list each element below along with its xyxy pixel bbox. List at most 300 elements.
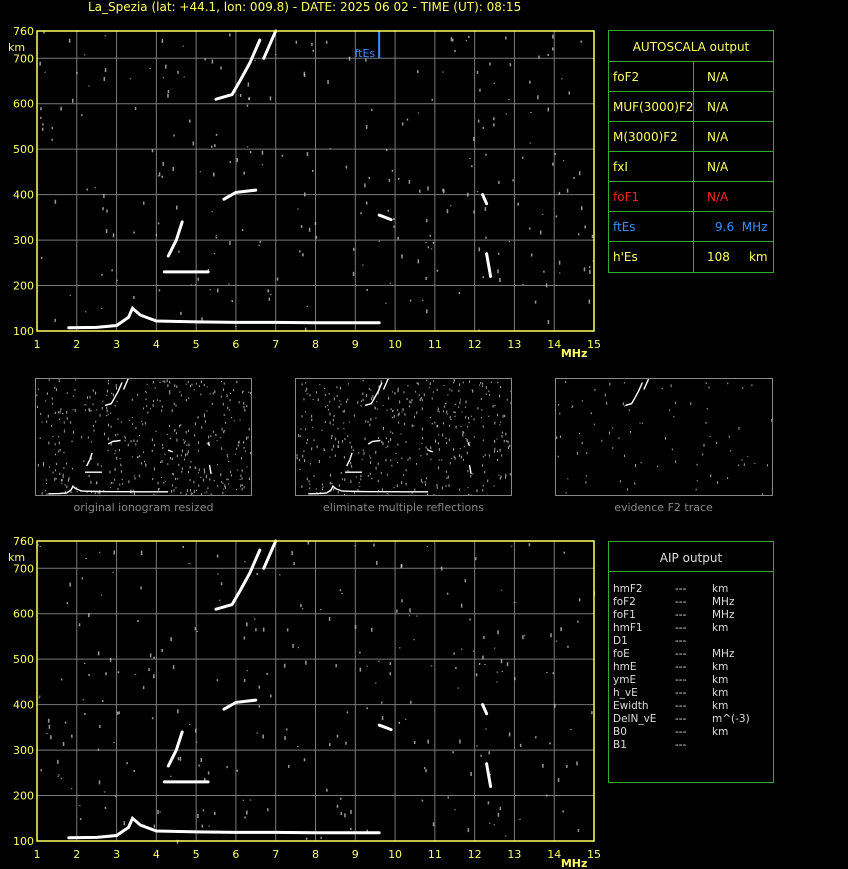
row-divider [693, 62, 694, 92]
thumb-speckle [397, 444, 398, 446]
aip-row [613, 661, 773, 674]
thumb-speckle [224, 382, 225, 384]
thumb-speckle [347, 470, 348, 471]
thumb-speckle [186, 431, 187, 434]
thumb-speckle [481, 417, 482, 418]
autoscala-param-name: h'Es [613, 250, 638, 264]
thumb-speckle [115, 434, 116, 436]
thumb-speckle [398, 414, 399, 417]
thumb-speckle [224, 414, 225, 416]
thumb-speckle [45, 400, 46, 401]
thumb-speckle [198, 441, 199, 444]
thumb-speckle [139, 476, 140, 477]
thumb-speckle [742, 459, 743, 460]
thumb-speckle [443, 422, 444, 424]
thumb-speckle [176, 439, 177, 442]
thumb-speckle [300, 435, 301, 437]
thumb-speckle [507, 399, 508, 401]
thumb-speckle [170, 457, 171, 459]
thumb-speckle [161, 477, 162, 478]
thumb-speckle [346, 401, 347, 403]
thumb-speckle [394, 415, 395, 418]
thumb-speckle [482, 464, 483, 466]
thumb-speckle [461, 426, 462, 427]
thumb-speckle [122, 483, 123, 485]
aip-param-name: ymE [613, 674, 637, 686]
thumb-speckle [115, 450, 116, 451]
thumb-speckle [727, 477, 728, 479]
thumb-speckle [213, 431, 214, 433]
thumb-speckle [392, 417, 393, 419]
thumb-speckle [93, 403, 94, 405]
page-title: La_Spezia (lat: +44.1, lon: 009.8) - DATE: 2025 06 02 - TIME (UT): 08:15 [88, 0, 522, 14]
thumb-speckle [446, 471, 447, 473]
thumb-speckle [368, 475, 369, 477]
thumb-speckle [465, 438, 466, 439]
thumb-speckle [360, 478, 361, 480]
thumb-speckle [506, 440, 507, 442]
thumb-speckle [172, 458, 173, 460]
y-tick-label: 400 [13, 698, 34, 712]
thumb-speckle [449, 439, 450, 441]
thumb-speckle [175, 478, 176, 480]
thumb-speckle [67, 392, 68, 394]
thumb-speckle [207, 487, 208, 489]
thumb-speckle [481, 398, 482, 400]
thumb-speckle [240, 479, 241, 480]
thumb-speckle [508, 441, 509, 443]
thumb-trace [468, 442, 470, 446]
thumb-speckle [120, 458, 121, 459]
thumb-speckle [65, 484, 66, 485]
thumb-speckle [48, 442, 49, 445]
thumb-speckle [465, 416, 466, 419]
thumb-speckle [208, 436, 209, 439]
thumb-speckle [464, 446, 465, 447]
thumb-speckle [344, 438, 345, 440]
thumb-speckle [125, 440, 126, 441]
thumb-speckle [375, 417, 376, 418]
thumb-speckle [152, 450, 153, 452]
aip-param-value: --- [675, 622, 687, 634]
thumb-speckle [556, 436, 557, 439]
thumb-speckle [730, 450, 731, 451]
thumb-speckle [62, 479, 63, 481]
x-tick-label: 15 [587, 338, 601, 351]
thumb-speckle [56, 388, 57, 391]
thumb-speckle [453, 411, 454, 413]
thumb-speckle [152, 438, 153, 441]
thumb-speckle [404, 423, 405, 426]
thumb-speckle [767, 464, 768, 466]
thumb-speckle [317, 446, 318, 449]
thumb-speckle [454, 379, 455, 381]
thumb-speckle [96, 409, 97, 410]
thumb-speckle [586, 475, 587, 476]
thumb-speckle [196, 383, 197, 384]
thumb-speckle [497, 414, 498, 416]
aip-row [613, 713, 773, 726]
thumb-speckle [182, 449, 183, 452]
thumb-speckle [343, 428, 344, 429]
thumb-speckle [505, 433, 506, 436]
thumb-speckle [238, 442, 239, 444]
thumb-speckle [125, 437, 126, 439]
row-divider [693, 92, 694, 122]
aip-param-unit: MHz [712, 596, 735, 608]
thumb-speckle [491, 382, 492, 383]
thumb-speckle [115, 468, 116, 471]
thumb-speckle [338, 428, 339, 430]
thumb-speckle [339, 484, 340, 487]
thumb-speckle [501, 454, 502, 456]
thumb-speckle [414, 489, 415, 491]
thumb-speckle [314, 475, 315, 477]
thumb-speckle [609, 383, 610, 386]
thumb-speckle [771, 419, 772, 422]
thumb-speckle [436, 484, 437, 486]
thumb-speckle [387, 445, 388, 447]
aip-row [613, 635, 773, 648]
thumb-speckle [171, 490, 172, 493]
thumb-speckle [397, 484, 398, 487]
echo-trace [69, 308, 379, 328]
thumb-speckle [114, 453, 115, 454]
thumb-speckle [169, 425, 170, 427]
echo-trace [216, 550, 260, 609]
x-tick-label: 2 [73, 338, 81, 351]
thumb-speckle [436, 425, 437, 427]
thumb-speckle [240, 420, 241, 421]
thumb-speckle [165, 481, 166, 482]
thumb-speckle [509, 445, 510, 448]
thumb-speckle [214, 390, 215, 393]
thumb-speckle [63, 475, 64, 478]
thumb-speckle [139, 435, 140, 436]
x-tick-label: 7 [272, 848, 280, 861]
thumb-speckle [486, 386, 487, 389]
thumb-speckle [243, 402, 244, 405]
thumb-speckle [340, 387, 341, 389]
thumb-speckle [102, 407, 103, 410]
thumb-speckle [429, 387, 430, 388]
thumb-speckle [383, 427, 384, 430]
thumb-speckle [445, 485, 446, 487]
thumb-speckle [582, 400, 583, 401]
thumb-speckle [331, 448, 332, 450]
thumb-speckle [437, 389, 438, 391]
thumb-speckle [386, 437, 387, 439]
thumb-speckle [223, 483, 224, 484]
thumb-speckle [324, 388, 325, 389]
thumb-speckle [328, 409, 329, 411]
x-tick-label: 3 [113, 848, 121, 861]
thumb-speckle [246, 466, 247, 467]
thumb-speckle [605, 394, 606, 397]
thumb-speckle [190, 461, 191, 463]
thumb-speckle [38, 464, 39, 467]
thumb-speckle [455, 404, 456, 405]
thumb-speckle [334, 415, 335, 417]
thumb-speckle [334, 397, 335, 400]
thumb-speckle [311, 415, 312, 418]
thumb-speckle [187, 453, 188, 456]
thumb-speckle [55, 412, 56, 414]
thumb-speckle [220, 473, 221, 476]
thumb-speckle [401, 457, 402, 459]
thumb-speckle [106, 395, 107, 396]
autoscala-panel [608, 30, 774, 273]
thumb-speckle [347, 399, 348, 401]
thumb-speckle [426, 380, 427, 381]
thumb-speckle [230, 471, 231, 473]
thumb-speckle [73, 431, 74, 434]
thumb-speckle [309, 480, 310, 482]
aip-param-unit: km [712, 583, 729, 595]
thumb-speckle [438, 408, 439, 410]
thumb-speckle [90, 396, 91, 398]
thumb-speckle [710, 474, 711, 477]
thumb-speckle [479, 384, 480, 385]
thumb-speckle [63, 452, 64, 453]
thumb-speckle [311, 447, 312, 450]
thumb-speckle [466, 400, 467, 403]
thumb-speckle [191, 384, 192, 386]
echo-trace [216, 40, 260, 99]
thumb-speckle [182, 467, 183, 469]
thumb-speckle [443, 410, 444, 412]
thumb-speckle [360, 475, 361, 477]
aip-param-unit: km [712, 687, 729, 699]
thumb-speckle [59, 442, 60, 445]
thumb-speckle [319, 384, 320, 385]
x-tick-label: 8 [312, 338, 319, 351]
thumb-speckle [412, 424, 413, 427]
autoscala-param-name: ftEs [613, 220, 636, 234]
thumb-speckle [455, 412, 456, 414]
thumb-speckle [370, 461, 371, 464]
thumb-speckle [215, 434, 216, 436]
thumb-speckle [558, 456, 559, 458]
thumb-speckle [468, 494, 469, 495]
thumb-speckle [186, 444, 187, 445]
thumb-speckle [228, 461, 229, 462]
thumb-speckle [322, 488, 323, 490]
thumb-speckle [212, 403, 213, 405]
thumb-speckle [94, 430, 95, 432]
thumb-speckle [347, 435, 348, 437]
thumb-speckle [497, 382, 498, 383]
echo-trace [168, 732, 182, 766]
thumb-speckle [672, 449, 673, 451]
thumb-speckle [449, 389, 450, 391]
thumb-speckle [223, 489, 224, 490]
thumb-speckle [488, 416, 489, 417]
thumb-speckle [225, 422, 226, 424]
thumb-speckle [71, 491, 72, 493]
thumb-speckle [366, 394, 367, 397]
thumb-speckle [300, 428, 301, 430]
thumb-speckle [116, 457, 117, 460]
thumb-speckle [383, 442, 384, 445]
thumb-speckle [158, 488, 159, 491]
thumb-trace [644, 379, 649, 390]
thumb-speckle [310, 394, 311, 396]
thumb-speckle [378, 480, 379, 482]
thumb-speckle [383, 405, 384, 406]
thumb-speckle [58, 436, 59, 438]
thumb-speckle [95, 421, 96, 423]
thumb-speckle [336, 386, 337, 388]
thumb-speckle [194, 490, 195, 493]
thumb-speckle [624, 382, 625, 383]
x-tick-label: 6 [232, 848, 240, 861]
thumb-speckle [488, 391, 489, 393]
thumb-speckle [459, 401, 460, 404]
thumb-speckle [227, 394, 228, 397]
thumb-speckle [109, 471, 110, 474]
thumb-speckle [375, 451, 376, 454]
echo-trace [483, 195, 487, 204]
thumb-speckle [120, 464, 121, 467]
thumb-speckle [173, 489, 174, 491]
thumb-speckle [463, 432, 464, 434]
thumb-speckle [167, 434, 168, 435]
thumb-speckle [230, 399, 231, 401]
thumb-speckle [391, 465, 392, 467]
thumb-speckle [74, 389, 75, 391]
thumb-speckle [187, 489, 188, 492]
thumb-speckle [167, 384, 168, 387]
thumb-speckle [204, 384, 205, 386]
thumb-speckle [325, 421, 326, 423]
autoscala-row-fof1 [609, 181, 773, 212]
thumb-speckle [612, 427, 613, 428]
thumb-speckle [365, 420, 366, 422]
thumb-speckle [422, 482, 423, 483]
thumb-speckle [55, 443, 56, 445]
thumb-speckle [162, 447, 163, 449]
thumb-speckle [629, 409, 630, 411]
thumb-speckle [159, 488, 160, 489]
thumb-speckle [153, 381, 154, 383]
thumbnail-caption: evidence F2 trace [614, 501, 713, 514]
autoscala-param-value: N/A [707, 190, 729, 204]
thumb-speckle [206, 491, 207, 492]
thumb-speckle [176, 385, 177, 388]
thumb-speckle [376, 467, 377, 470]
thumb-speckle [54, 478, 55, 481]
autoscala-param-value: N/A [707, 70, 729, 84]
autoscala-param-value: N/A [707, 130, 729, 144]
thumb-speckle [217, 485, 218, 487]
thumb-speckle [395, 453, 396, 454]
x-axis-label: MHz [560, 347, 588, 360]
thumb-speckle [696, 489, 697, 491]
aip-param-unit: km [712, 700, 729, 712]
thumb-speckle [162, 406, 163, 408]
thumb-speckle [421, 479, 422, 482]
thumb-speckle [305, 428, 306, 430]
thumb-speckle [172, 409, 173, 412]
thumb-speckle [193, 481, 194, 484]
thumb-speckle [413, 425, 414, 426]
thumb-speckle [130, 489, 131, 491]
thumb-speckle [359, 486, 360, 487]
thumb-speckle [333, 424, 334, 425]
y-tick-label: 700 [13, 562, 34, 576]
thumb-speckle [203, 479, 204, 482]
thumb-speckle [417, 382, 418, 384]
thumb-speckle [174, 384, 175, 387]
thumb-speckle [500, 422, 501, 423]
thumb-speckle [243, 447, 244, 449]
aip-param-value: --- [675, 674, 687, 686]
x-tick-label: 12 [467, 338, 482, 351]
thumb-speckle [244, 486, 245, 488]
thumb-speckle [370, 457, 371, 459]
thumb-speckle [60, 408, 61, 410]
thumb-speckle [387, 493, 388, 494]
thumb-speckle [370, 473, 371, 475]
aip-param-unit: MHz [712, 609, 735, 621]
thumb-speckle [382, 488, 383, 490]
thumb-speckle [453, 448, 454, 451]
thumb-speckle [169, 390, 170, 392]
x-tick-label: 13 [507, 848, 522, 861]
thumb-speckle [494, 450, 495, 452]
thumb-speckle [322, 483, 323, 485]
thumb-speckle [426, 478, 427, 480]
thumb-speckle [111, 393, 112, 394]
thumb-speckle [558, 404, 559, 405]
thumb-trace [108, 441, 120, 445]
thumb-speckle [462, 434, 463, 437]
thumb-speckle [186, 399, 187, 401]
thumb-speckle [145, 464, 146, 465]
thumb-speckle [394, 392, 395, 395]
thumb-speckle [419, 394, 420, 396]
x-tick-label: 10 [388, 848, 403, 861]
aip-param-name: B1 [613, 739, 627, 751]
thumb-speckle [472, 473, 473, 474]
thumb-speckle [206, 475, 207, 478]
thumb-speckle [111, 482, 112, 484]
thumb-speckle [242, 391, 243, 393]
autoscala-row-hes [609, 241, 773, 272]
thumb-speckle [199, 469, 200, 472]
thumb-speckle [190, 466, 191, 469]
thumb-speckle [483, 425, 484, 427]
thumb-speckle [401, 481, 402, 484]
thumb-speckle [702, 454, 703, 456]
row-divider [693, 212, 694, 242]
thumb-speckle [390, 431, 391, 433]
thumb-speckle [313, 439, 314, 441]
thumb-speckle [361, 405, 362, 406]
thumb-speckle [577, 452, 578, 455]
aip-param-value: --- [675, 596, 687, 608]
thumb-speckle [221, 481, 222, 483]
thumb-speckle [484, 471, 485, 474]
thumb-speckle [341, 472, 342, 474]
thumb-speckle [371, 478, 372, 480]
y-tick-label: 600 [13, 97, 34, 111]
thumb-speckle [178, 464, 179, 466]
thumb-speckle [40, 437, 41, 439]
thumb-speckle [46, 483, 47, 484]
thumb-speckle [565, 381, 566, 383]
